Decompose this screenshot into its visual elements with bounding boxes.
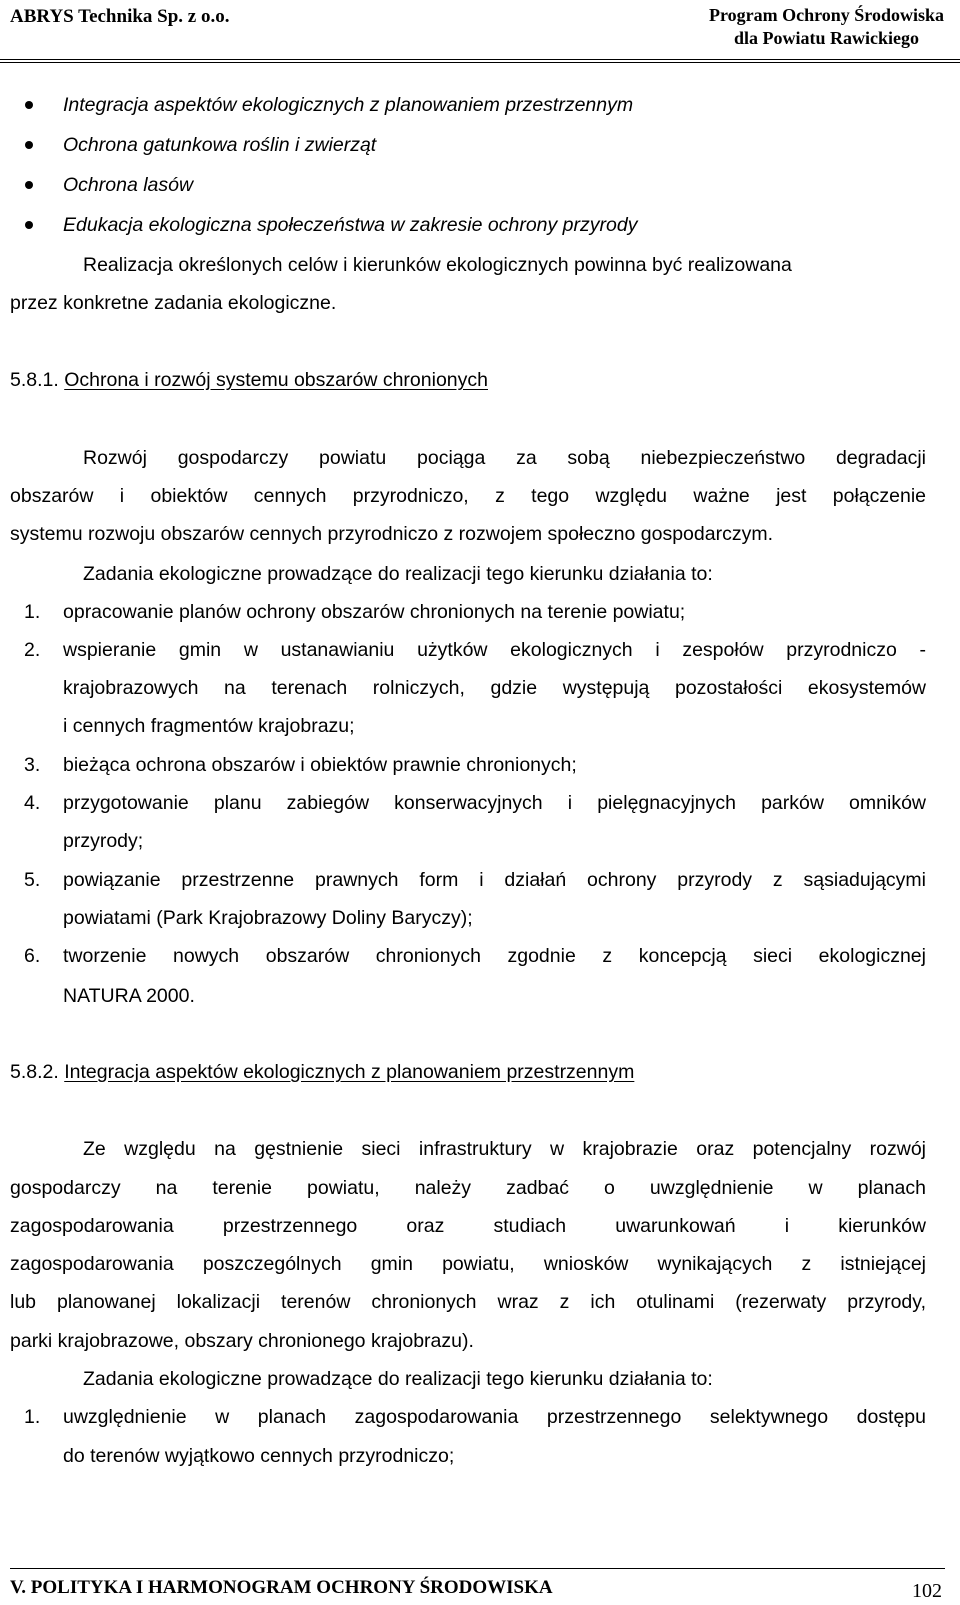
task-line: bieżąca ochrona obszarów i obiektów prawnie chronionych; [63,754,577,776]
task-line: powiatami (Park Krajobrazowy Doliny Baryczy); [63,907,473,929]
task-number: 3. [24,754,41,776]
intro-line: przez konkretne zadania ekologiczne. [10,292,337,314]
section-title: Integracja aspektów ekologicznych z planowaniem przestrzennym [64,1061,635,1083]
task-line: do terenów wyjątkowo cennych przyrodniczo; [63,1445,455,1467]
section-heading [10,368,488,392]
footer-divider [10,1568,945,1569]
paragraph-line: gospodarczy na terenie powiatu, należy zadbać o uwzględnienie w planach [10,1177,926,1199]
header-title-line-2: dla Powiatu Rawickiego [733,28,919,48]
paragraph-line: zagospodarowania poszczególnych gmin powiatu, wniosków wynikających z istniejącej [10,1253,926,1275]
task-number: 5. [24,869,41,891]
paragraph-line: lub planowanej lokalizacji terenów chronionych wraz z ich otulinami (rezerwaty przyrody, [10,1291,926,1313]
section-title: Ochrona i rozwój systemu obszarów chronionych [64,369,488,391]
task-number: 1. [24,601,41,623]
header-title-line-1: Program Ochrony Środowiska [708,5,944,25]
page-number: 102 [912,1580,942,1602]
paragraph-line: zagospodarowania przestrzennego oraz studiach uwarunkowań i kierunków [10,1215,926,1237]
task-line: uwzględnienie w planach zagospodarowania przestrzennego selektywnego dostępu [63,1406,926,1428]
task-line: NATURA 2000. [63,985,195,1007]
section-heading [10,1060,634,1084]
bullet-icon [25,141,33,149]
intro-line: Realizacja określonych celów i kierunków ekologicznych powinna być realizowana [83,254,792,276]
header-divider [0,59,960,63]
section-number: 5.8.2. [10,1061,59,1083]
paragraph-line: obszarów i obiektów cennych przyrodniczo, z tego względu ważne jest połączenie [10,485,926,507]
header-company: ABRYS Technika Sp. z o.o. [10,6,230,27]
paragraph-line: parki krajobrazowe, obszary chronionego krajobrazu). [10,1330,474,1352]
task-number: 1. [24,1406,41,1428]
task-number: 6. [24,945,41,967]
task-number: 4. [24,792,41,814]
bullet-icon [25,221,33,229]
footer-chapter-title: V. POLITYKA I HARMONOGRAM OCHRONY ŚRODOWISKA [10,1577,553,1598]
tasks-intro: Zadania ekologiczne prowadzące do realizacji tego kierunku działania to: [83,1368,713,1390]
bullet-item: Integracja aspektów ekologicznych z planowaniem przestrzennym [63,94,634,116]
task-line: wspieranie gmin w ustanawianiu użytków ekologicznych i zespołów przyrodniczo - [63,639,926,661]
task-line: tworzenie nowych obszarów chronionych zgodnie z koncepcją sieci ekologicznej [63,945,926,967]
task-line: przygotowanie planu zabiegów konserwacyjnych i pielęgnacyjnych parków omników [63,792,926,814]
tasks-intro: Zadania ekologiczne prowadzące do realizacji tego kierunku działania to: [83,563,713,585]
task-line: opracowanie planów ochrony obszarów chronionych na terenie powiatu; [63,601,686,623]
paragraph-line: Rozwój gospodarczy powiatu pociąga za sobą niebezpieczeństwo degradacji [83,447,926,469]
paragraph-line: Ze względu na gęstnienie sieci infrastruktury w krajobrazie oraz potencjalny rozwój [83,1138,926,1160]
bullet-item: Edukacja ekologiczna społeczeństwa w zakresie ochrony przyrody [63,214,638,236]
paragraph-line: systemu rozwoju obszarów cennych przyrodniczo z rozwojem społeczno gospodarczym. [10,523,773,545]
bullet-item: Ochrona lasów [63,174,194,196]
task-line: powiązanie przestrzenne prawnych form i działań ochrony przyrody z sąsiadującymi [63,869,926,891]
bullet-item: Ochrona gatunkowa roślin i zwierząt [63,134,377,156]
bullet-icon [25,101,33,109]
section-number: 5.8.1. [10,369,59,391]
task-line: krajobrazowych na terenach rolniczych, gdzie występują pozostałości ekosystemów [63,677,926,699]
bullet-icon [25,181,33,189]
header-title [709,4,944,50]
task-number: 2. [24,639,41,661]
task-line: i cennych fragmentów krajobrazu; [63,715,355,737]
task-line: przyrody; [63,830,144,852]
